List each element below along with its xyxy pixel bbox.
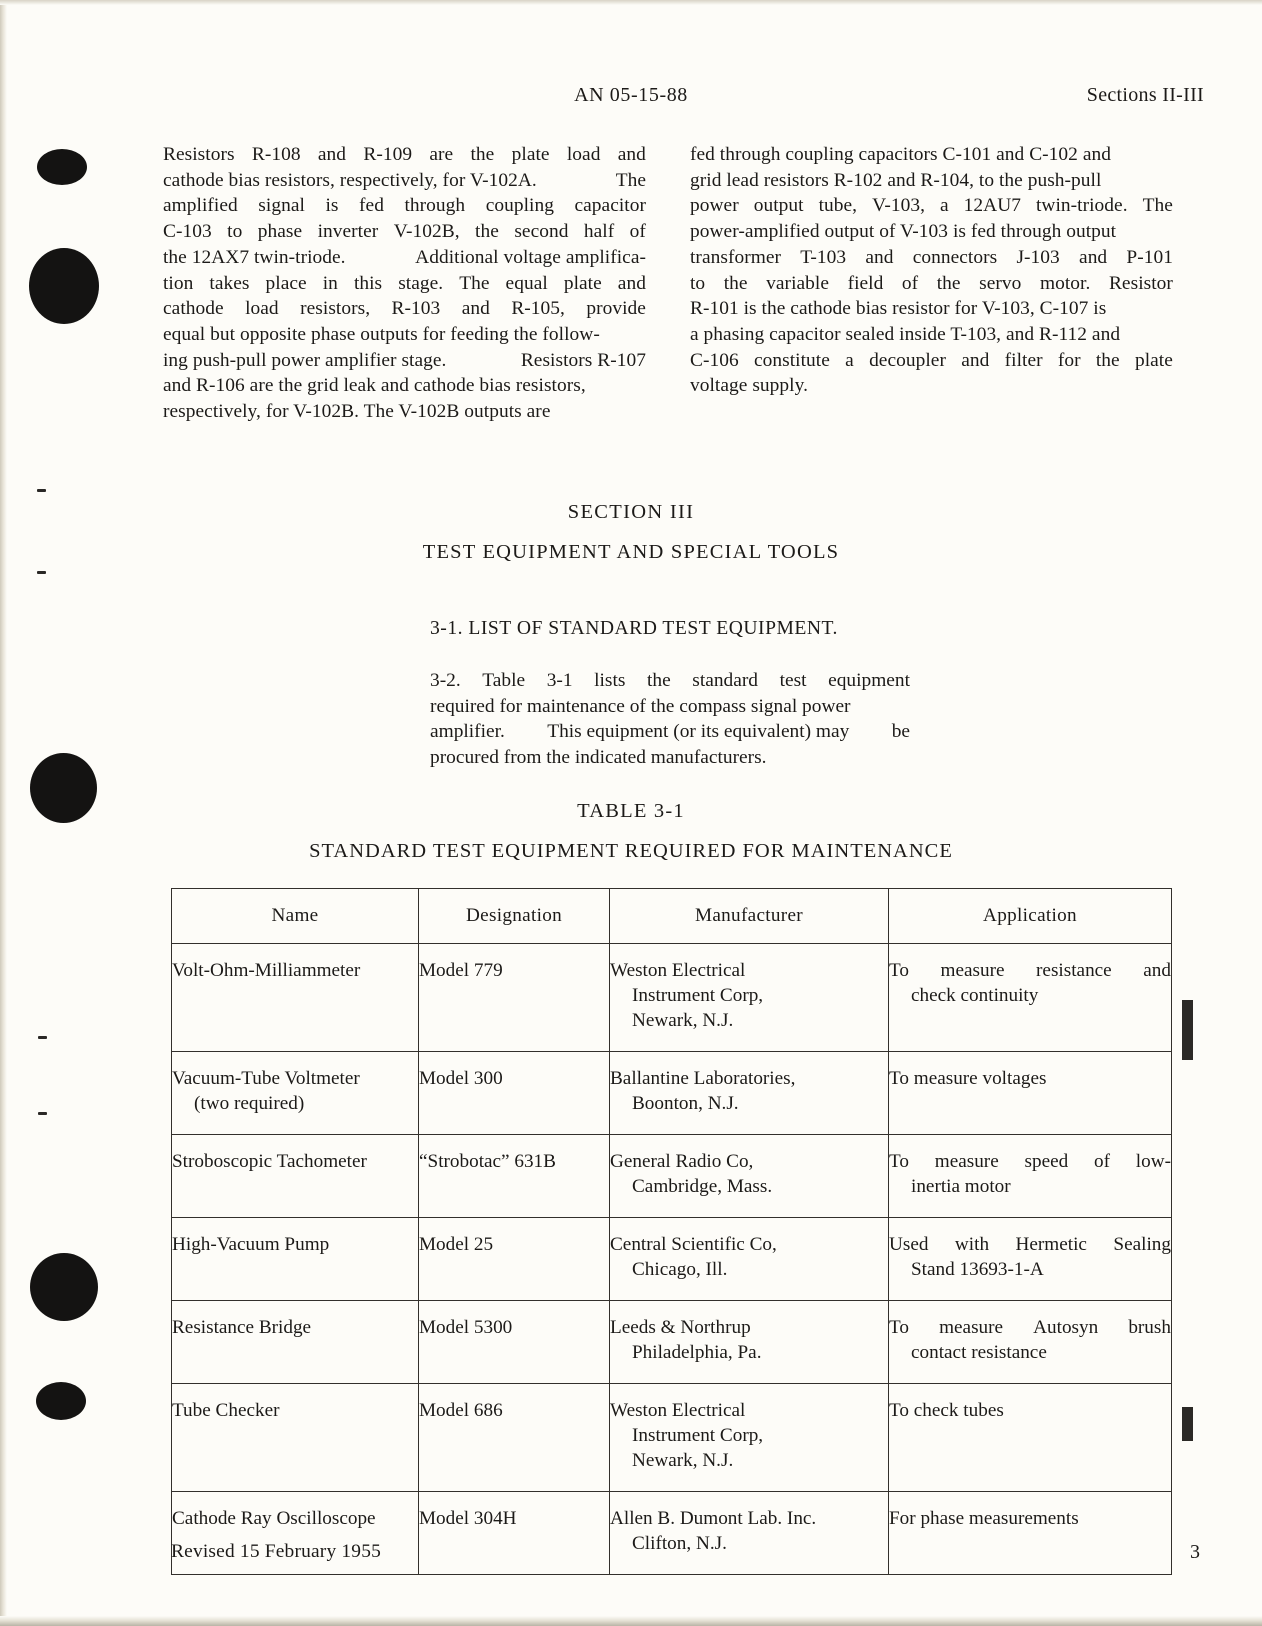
cell-line: Newark, N.J.: [632, 1450, 734, 1471]
cell-line: (two required): [194, 1093, 305, 1114]
text-line: C-103 to phase inverter V-102B, the second half of: [163, 221, 646, 243]
table-caption: TABLE 3-1: [577, 800, 685, 822]
scan-edge-bottom: [0, 1616, 1262, 1626]
cell-line: Tube Checker: [172, 1400, 280, 1421]
table-body: [172, 944, 1172, 1575]
cell-line: Allen B. Dumont Lab. Inc.: [610, 1508, 817, 1529]
paragraph-3-2-body: [430, 668, 910, 771]
table-subtitle: STANDARD TEST EQUIPMENT REQUIRED FOR MAINTENANCE: [309, 840, 953, 862]
binding-punch-mark: [30, 1253, 98, 1321]
column-header-designation: Designation: [419, 889, 610, 944]
cell-name: [172, 1218, 419, 1301]
section-reference: Sections II-III: [1086, 84, 1204, 106]
revision-date: Revised 15 February 1955: [171, 1541, 381, 1562]
cell-manufacturer: [610, 1384, 889, 1492]
right-column-paragraph: [690, 142, 1173, 399]
text-line: fed through coupling capacitors C-101 and C-102 and: [690, 144, 1111, 165]
margin-tick-mark: [37, 489, 46, 492]
text-line: Resistors R-108 and R-109 are the plate load and: [163, 144, 646, 165]
text-line: a phasing capacitor sealed inside T-103, and R-112 and: [690, 323, 1121, 345]
cell-name: [172, 944, 419, 1052]
manual-number: AN 05-15-88: [574, 84, 688, 106]
cell-line: Model 5300: [419, 1317, 513, 1338]
cell-line: Model 686: [419, 1400, 503, 1421]
cell-line: Newark, N.J.: [632, 1010, 734, 1031]
cell-line: Ballantine Laboratories,: [610, 1068, 796, 1089]
column-header-name: Name: [172, 889, 419, 944]
cell-name: [172, 1052, 419, 1135]
cell-line: Instrument Corp,: [632, 1425, 764, 1446]
cell-line: Weston Electrical: [610, 960, 746, 981]
change-bar: [1182, 1000, 1193, 1060]
margin-tick-mark: [38, 1036, 47, 1039]
text-line: voltage supply.: [690, 375, 808, 397]
table-row: [172, 1301, 1172, 1384]
body-columns: [163, 142, 1173, 425]
cell-application: [889, 944, 1172, 1052]
text-line: C-106 constitute a decoupler and filter for the plate: [690, 349, 1173, 371]
table-header-row: [172, 889, 1172, 944]
cell-line: Chicago, Ill.: [632, 1259, 728, 1280]
cell-line: Model 779: [419, 960, 503, 981]
cell-application: [889, 1301, 1172, 1384]
cell-line: Model 25: [419, 1234, 494, 1255]
scan-edge-top: [0, 0, 1262, 5]
cell-manufacturer: [610, 1301, 889, 1384]
cell-manufacturer: [610, 1218, 889, 1301]
table-row: [172, 1384, 1172, 1492]
table-row: [172, 1135, 1172, 1218]
text-line: required for maintenance of the compass signal power: [430, 695, 851, 717]
cell-application: [889, 1492, 1172, 1575]
cell-name: [172, 1384, 419, 1492]
cell-line: Model 300: [419, 1068, 503, 1089]
cell-designation: [419, 1492, 610, 1575]
text-line: procured from the indicated manufacturers.: [430, 747, 767, 769]
cell-line: Philadelphia, Pa.: [632, 1342, 762, 1363]
cell-line: Volt-Ohm-Milliammeter: [172, 960, 361, 981]
cell-line: To measure resistance and: [889, 960, 1171, 981]
margin-tick-mark: [38, 1112, 47, 1115]
change-bar: [1182, 1407, 1193, 1441]
numbered-paragraphs: [430, 618, 910, 771]
cell-line: Cathode Ray Oscilloscope: [172, 1508, 376, 1529]
text-line: amplifier. This equipment (or its equivalent) may be: [430, 721, 910, 743]
cell-line: Weston Electrical: [610, 1400, 746, 1421]
cell-designation: [419, 1301, 610, 1384]
cell-line: To measure voltages: [889, 1068, 1047, 1089]
table-row: [172, 944, 1172, 1052]
text-line: and R-106 are the grid leak and cathode bias resistors,: [163, 375, 586, 397]
text-line: the 12AX7 twin-triode. Additional voltage amplifica-: [163, 246, 646, 268]
cell-line: High-Vacuum Pump: [172, 1234, 330, 1255]
binding-punch-mark: [37, 149, 87, 185]
cell-line: Instrument Corp,: [632, 985, 764, 1006]
cell-manufacturer: [610, 1052, 889, 1135]
cell-line: “Strobotac” 631B: [419, 1151, 556, 1172]
cell-application: [889, 1218, 1172, 1301]
text-line: equal but opposite phase outputs for feeding the follow-: [163, 323, 600, 345]
cell-line: Boonton, N.J.: [632, 1093, 739, 1114]
text-line: 3-2. Table 3-1 lists the standard test equipment: [430, 670, 910, 691]
column-header-application: Application: [889, 889, 1172, 944]
cell-line: Cambridge, Mass.: [632, 1176, 773, 1197]
text-line: ing push-pull power amplifier stage. Resistors R-107: [163, 349, 646, 371]
cell-line: Stand 13693-1-A: [911, 1259, 1044, 1280]
cell-line: Stroboscopic Tachometer: [172, 1151, 367, 1172]
cell-designation: [419, 1218, 610, 1301]
cell-line: Used with Hermetic Sealing: [889, 1234, 1171, 1255]
cell-application: [889, 1135, 1172, 1218]
cell-line: check continuity: [911, 985, 1039, 1006]
binding-punch-mark: [36, 1382, 86, 1420]
cell-line: Vacuum-Tube Voltmeter: [172, 1068, 360, 1089]
cell-line: contact resistance: [911, 1342, 1047, 1363]
cell-line: To check tubes: [889, 1400, 1004, 1421]
page-header: [0, 84, 1262, 110]
cell-manufacturer: [610, 1135, 889, 1218]
cell-manufacturer: [610, 1492, 889, 1575]
cell-line: For phase measurements: [889, 1508, 1079, 1529]
cell-manufacturer: [610, 944, 889, 1052]
left-column-paragraph: [163, 142, 646, 425]
text-line: cathode load resistors, R-103 and R-105, provide: [163, 298, 646, 320]
table-head: [172, 889, 1172, 944]
section-title-heading: TEST EQUIPMENT AND SPECIAL TOOLS: [422, 541, 840, 563]
right-column: [690, 142, 1173, 425]
text-line: transformer T-103 and connectors J-103 and P-101: [690, 246, 1173, 268]
text-line: power output tube, V-103, a 12AU7 twin-triode. The: [690, 195, 1173, 217]
text-line: amplified signal is fed through coupling capacitor: [163, 195, 646, 217]
text-line: power-amplified output of V-103 is fed through output: [690, 221, 1117, 243]
page-number: 3: [1190, 1541, 1200, 1563]
cell-line: General Radio Co,: [610, 1151, 754, 1172]
cell-designation: [419, 944, 610, 1052]
text-line: grid lead resistors R-102 and R-104, to the push-pull: [690, 169, 1102, 191]
standard-test-equipment-table: [171, 888, 1172, 1575]
binding-punch-mark: [29, 248, 99, 324]
cell-line: Model 304H: [419, 1508, 517, 1529]
paragraph-3-1-heading: 3-1. LIST OF STANDARD TEST EQUIPMENT.: [430, 618, 838, 639]
text-line: tion takes place in this stage. The equal plate and: [163, 272, 646, 294]
text-line: cathode bias resistors, respectively, for V-102A. The: [163, 169, 646, 191]
cell-designation: [419, 1135, 610, 1218]
cell-name: [172, 1301, 419, 1384]
cell-name: [172, 1135, 419, 1218]
text-line: respectively, for V-102B. The V-102B outputs are: [163, 401, 551, 423]
cell-line: inertia motor: [911, 1176, 1011, 1197]
section-number-heading: SECTION III: [567, 501, 695, 523]
margin-tick-mark: [37, 571, 46, 574]
left-column: [163, 142, 646, 425]
cell-line: To measure speed of low-: [889, 1151, 1171, 1172]
cell-line: Clifton, N.J.: [632, 1533, 727, 1554]
cell-application: [889, 1384, 1172, 1492]
cell-line: Central Scientific Co,: [610, 1234, 777, 1255]
cell-application: [889, 1052, 1172, 1135]
table-row: [172, 1052, 1172, 1135]
text-line: R-101 is the cathode bias resistor for V-103, C-107 is: [690, 298, 1107, 320]
text-line: to the variable field of the servo motor. Resistor: [690, 272, 1173, 294]
column-header-manufacturer: Manufacturer: [610, 889, 889, 944]
cell-designation: [419, 1052, 610, 1135]
cell-designation: [419, 1384, 610, 1492]
cell-line: Resistance Bridge: [172, 1317, 312, 1338]
cell-line: Leeds & Northrup: [610, 1317, 751, 1338]
table-row: [172, 1218, 1172, 1301]
cell-line: To measure Autosyn brush: [889, 1317, 1171, 1338]
